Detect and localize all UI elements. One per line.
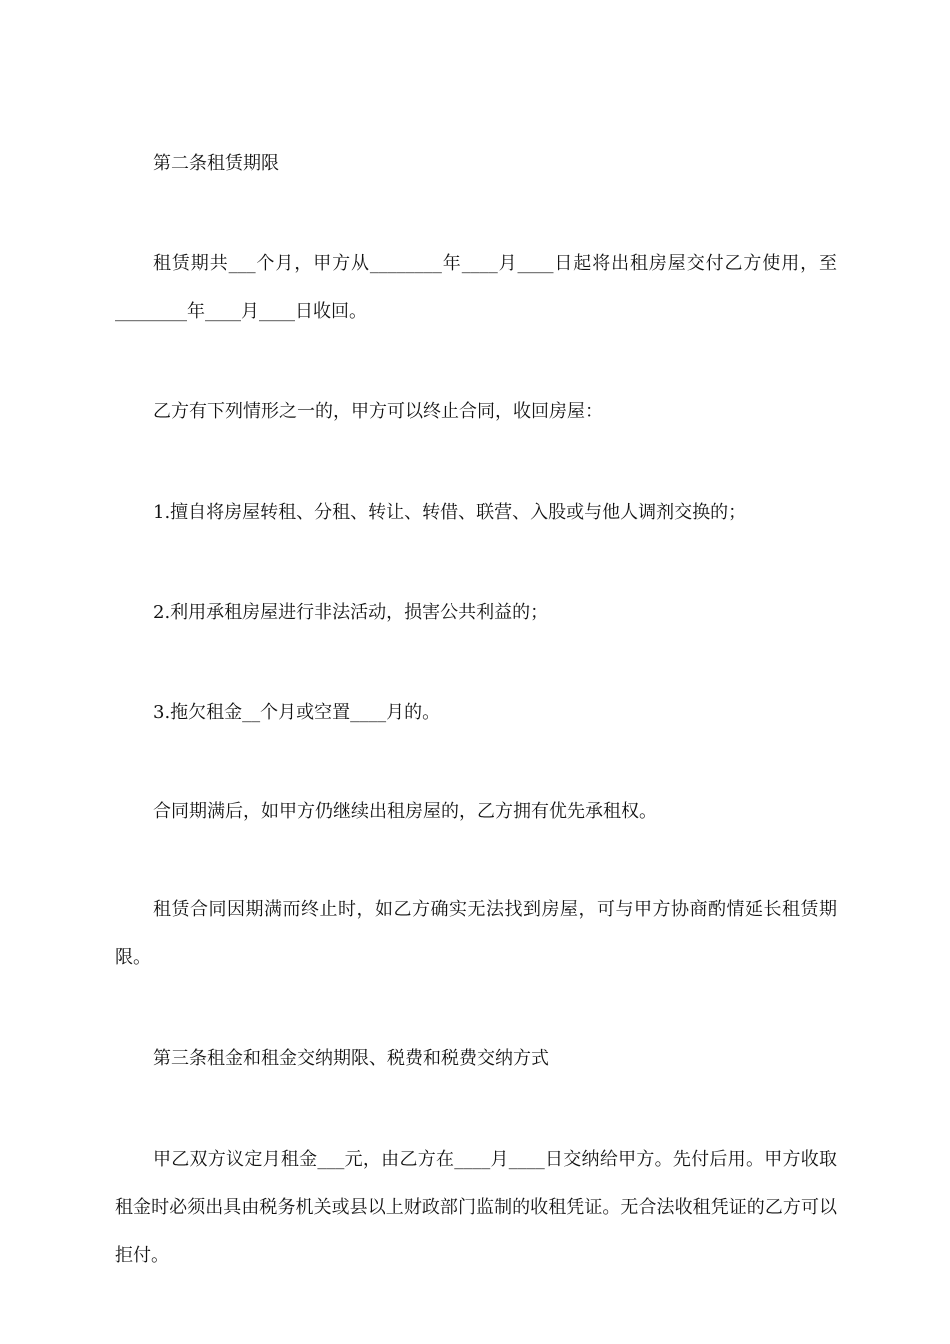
paragraph-lease-extension: 租赁合同因期满而终止时，如乙方确实无法找到房屋，可与甲方协商酌情延长租赁期限。: [115, 899, 837, 968]
paragraph-termination-conditions: 乙方有下列情形之一的，甲方可以终止合同，收回房屋：: [153, 401, 603, 422]
section-heading-rent-and-taxes: 第三条租金和租金交纳期限、税费和税费交纳方式: [153, 1048, 549, 1069]
list-item-illegal-activity: 2.利用承租房屋进行非法活动，损害公共利益的；: [153, 602, 549, 623]
paragraph-priority-renewal: 合同期满后，如甲方仍继续出租房屋的，乙方拥有优先承租权。: [153, 801, 657, 822]
paragraph-lease-period: 租赁期共___个月，甲方从________年____月____日起将出租房屋交付乙方使用，至________年____月____日收回。: [115, 253, 837, 322]
list-item-rent-arrears: 3.拖欠租金__个月或空置____月的。: [153, 702, 441, 723]
list-item-sublet: 1.擅自将房屋转租、分租、转让、转借、联营、入股或与他人调剂交换的；: [153, 502, 747, 523]
paragraph-monthly-rent: 甲乙双方议定月租金___元，由乙方在____月____日交纳给甲方。先付后用。甲方收取租金时必须出具由税务机关或县以上财政部门监制的收租凭证。无合法收租凭证的乙方可以拒付。: [115, 1149, 837, 1266]
section-heading-lease-term: 第二条租赁期限: [153, 153, 279, 174]
